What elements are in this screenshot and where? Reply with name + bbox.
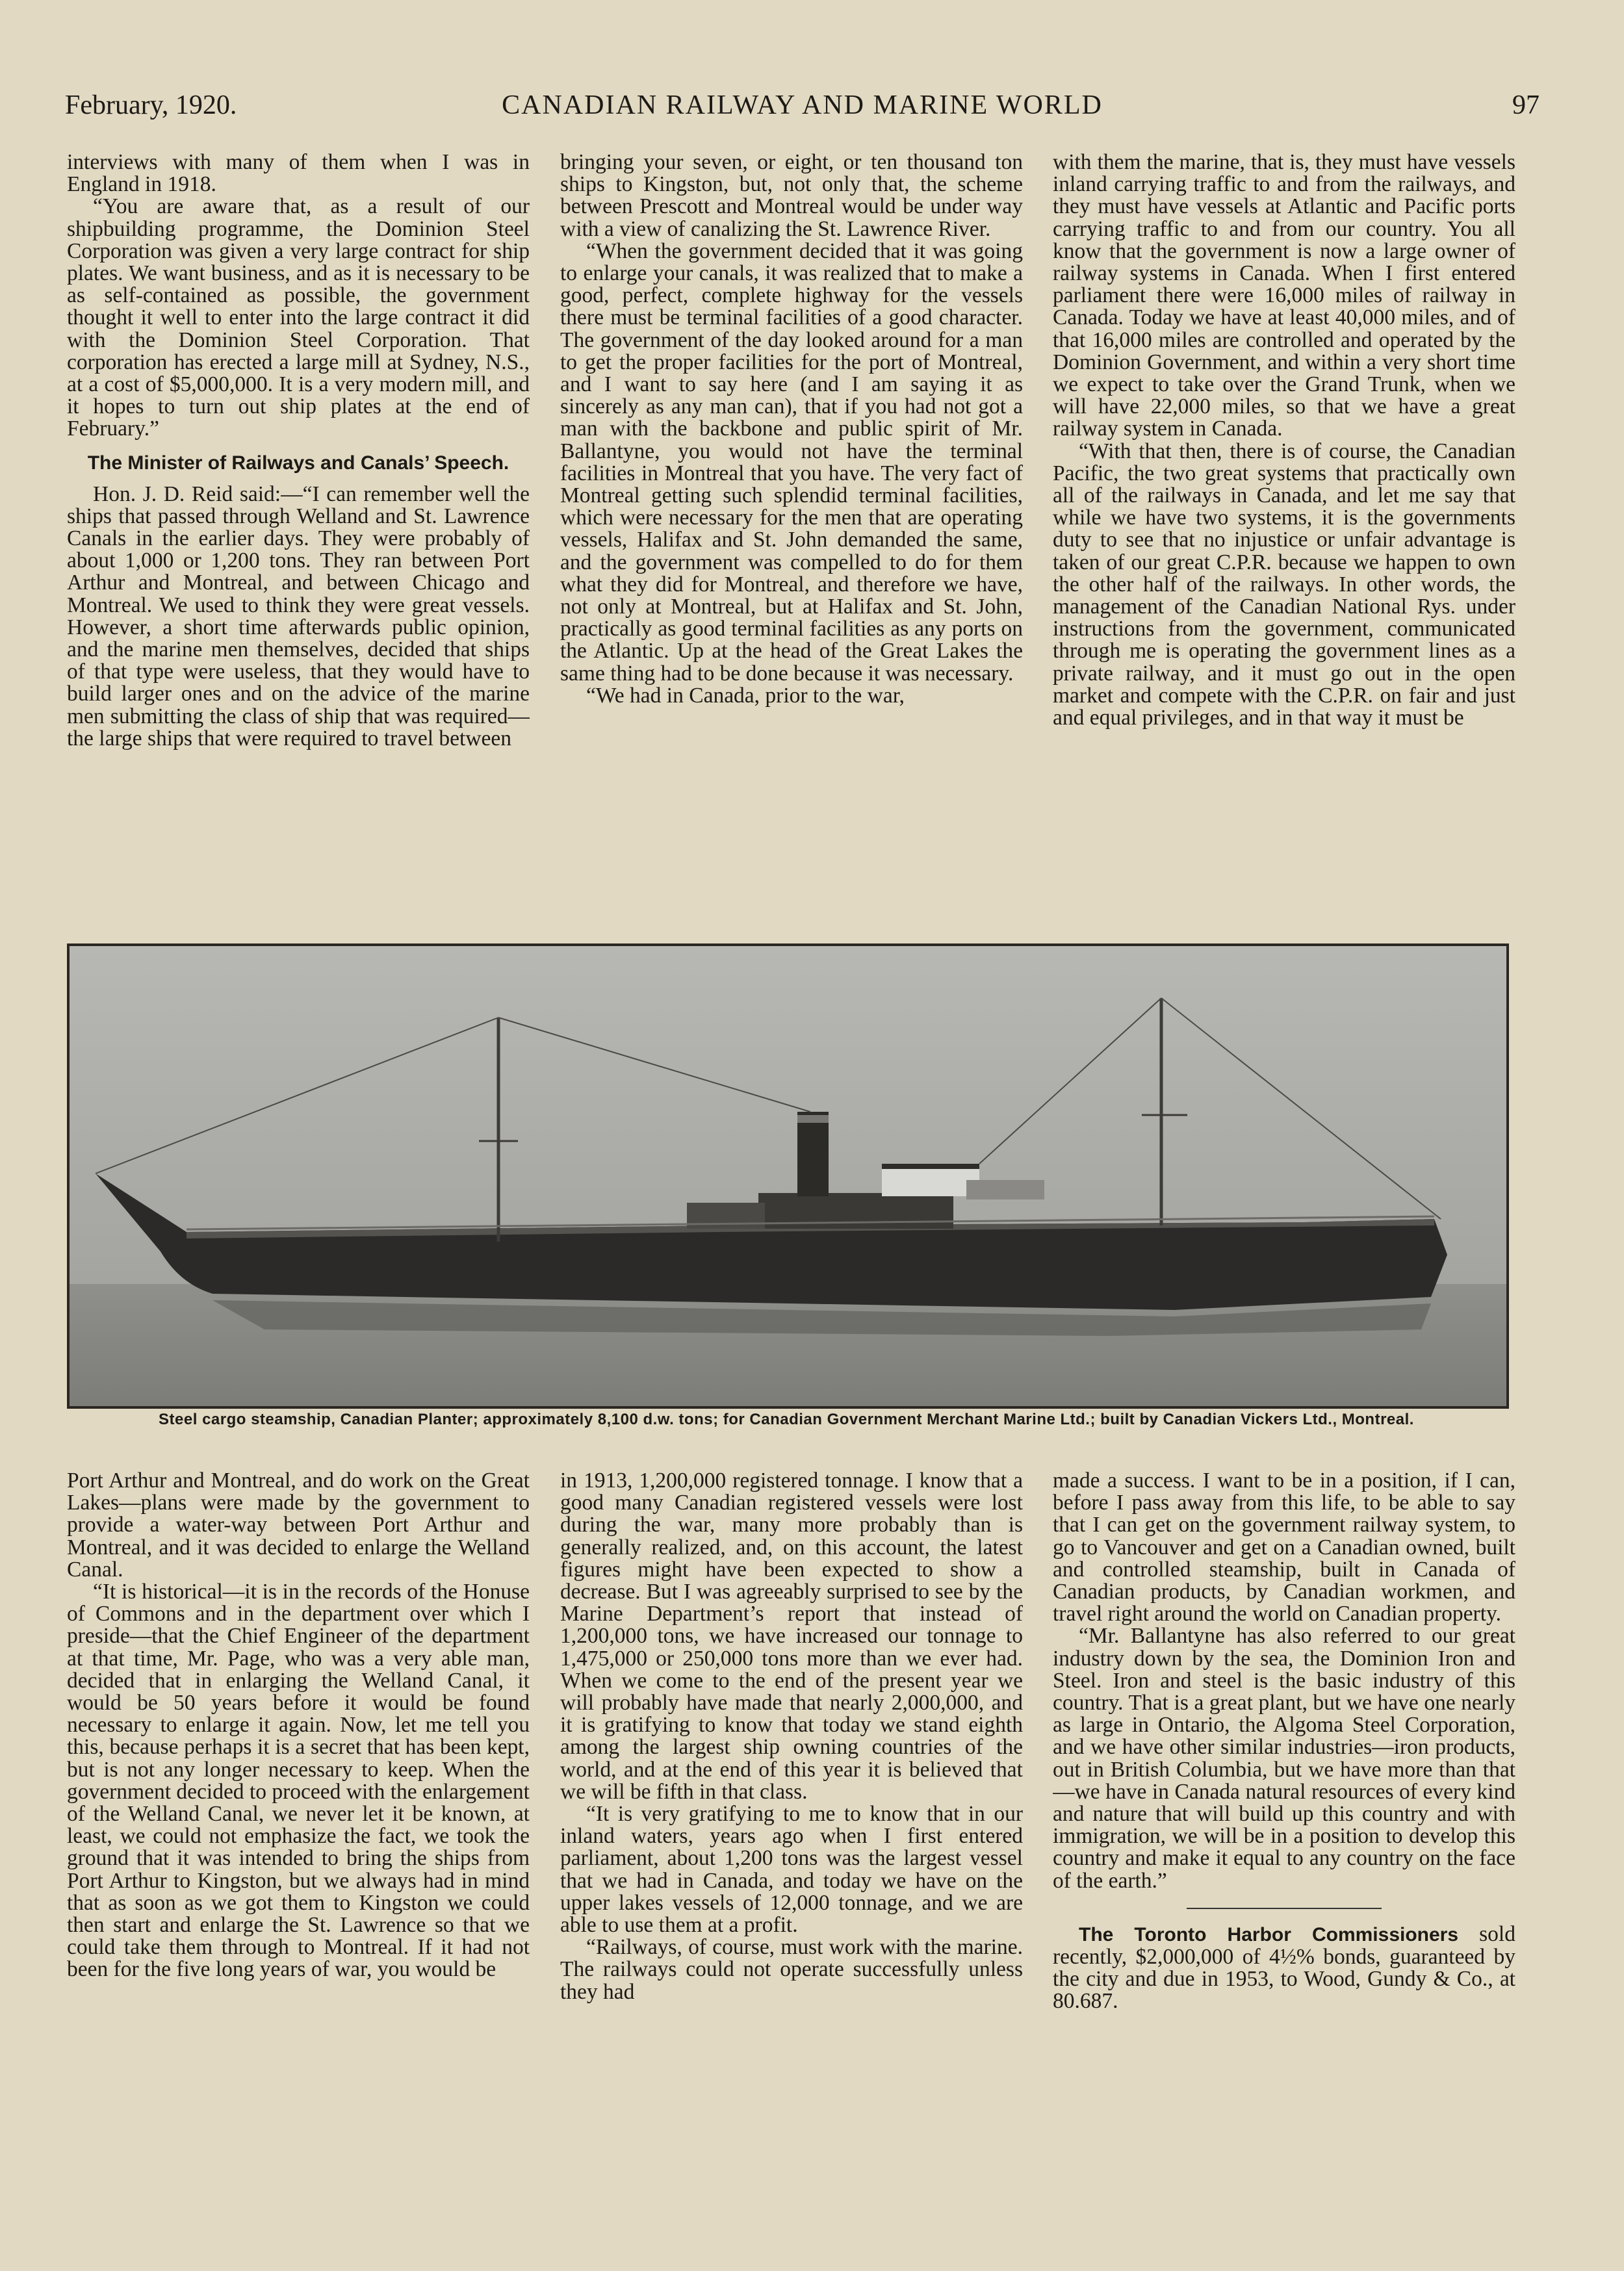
paragraph: “Mr. Ballantyne has also referred to our great industry down by the sea, the Dominion Iron and Steel. Iron and steel is the basic industry of this country. That is a great plant, but we have one nearly as large in Ontario, the Algoma Steel Corporation, and we have other similar industries—iron products, out in British Columbia, but we have more than that—we have in Canada natural resources of every kind and nature that will build up this country and with immigration, we will be in a position to develop this country and make it equal to any country on the face of the earth.” <box>1053 1624 1515 1893</box>
paragraph: “When the government decided that it was going to enlarge your canals, it was realized that to make a good, perfect, complete highway for the vessels there must be terminal facilities of a good character. The government of the day looked around for a man to get the proper facilities for the port of Montreal, and I want to say here (and I am saying it as sincerely as any man can), that if you had not got a man with the backbone and public spirit of Mr. Ballantyne, you would not have the terminal facilities in Montreal that you have. The very fact of Montreal getting such splendid terminal facilities, which were necessary for the men that are operating vessels, Halifax and St. John demanded the same, and the government was compelled to do for them what they did for Montreal, and therefore we have, not only at Montreal, but at Halifax and St. John, practically as good terminal facilities as any ports on the Atlantic. Up at the head of the Great Lakes the same thing had to be done because it was necessary. <box>560 238 1023 686</box>
paragraph: interviews with many of them when I was in England in 1918. <box>67 151 530 197</box>
column-2 <box>560 151 1023 928</box>
issue-date: February, 1920. <box>65 90 237 120</box>
paragraph: with them the marine, that is, they must have vessels inland carrying traffic to and from the railways, and they must have vessels at Atlantic and Pacific ports carrying traffic to and from our country. You all know that the government is now a large owner of railway systems in Canada. When I first entered parliament there were 16,000 miles of railway in Canada. Today we have at least 40,000 miles, and of that 16,000 miles are controlled and operated by the Dominion Government, and within a very short time we expect to take over the Grand Trunk, when we will have 22,000 miles, so that we have a great railway system in Canada. <box>1053 151 1515 441</box>
paragraph: “Railways, of course, must work with the marine. The railways could not operate successfully unless they had <box>560 1935 1023 2004</box>
news-notice <box>1053 1923 1515 2013</box>
paragraph: in 1913, 1,200,000 registered tonnage. I know that a good many Canadian registered vessels were lost during the war, many more probably than is generally realized, and, on this account, the latest figures might have been expected to show a decrease. But I was agreeably surprised to see by the Marine Department’s report that instead of 1,200,000 tons, we have increased our tonnage to 1,475,000 or 250,000 tons more than we ever had. When we come to the end of the present year we will probably have made that nearly 2,000,000, and it is gratifying to know that today we stand eighth among the largest ship owning countries of the world, and at the end of this year it is believed that we will be fifth in that class. <box>560 1470 1023 1804</box>
paragraph: “You are aware that, as a result of our shipbuilding programme, the Dominion Steel Corporation was given a very large contract for ship plates. We want business, and as it is necessary to be as self-contained as possible, the government thought it well to enter into the large contract it did with the Dominion Steel Corporation. That corporation has erected a large mill at Sydney, N.S., at a cost of $5,000,000. It is a very modern mill, and it hopes to turn out ship plates at the end of February.” <box>67 194 530 441</box>
publication-title: CANADIAN RAILWAY AND MARINE WORLD <box>502 90 1103 120</box>
column-1 <box>67 151 530 928</box>
paragraph: “With that then, there is of course, the Canadian Pacific, the two great systems that practically own all of the railways in Canada, and let me say that while we have two systems, it is the governments duty to see that no injustice or unfair advantage is taken of our great C.P.R. because we happen to own the other half of the railways. In other words, the management of the Canadian National Rys. under instructions from the government, communicated through me is operating the government lines as a private railway, and it must go out in the open market and compete with the C.P.R. on fair and just and equal privileges, and in that way it must be <box>1053 439 1515 730</box>
paragraph: Hon. J. D. Reid said:—“I can remember well the ships that passed through Welland and St. Lawrence Canals in the earlier days. They were probably of about 1,000 or 1,200 tons. They ran between Port Arthur and Montreal, and between Chicago and Montreal. We used to think they were great vessels. However, a short time afterwards public opinion, and the marine men themselves, decided that ships of that type were useless, that they would have to build larger ones and on the advice of the marine men submitting the class of ship that was required—the large ships that were required to travel between <box>67 481 530 751</box>
column-6 <box>1053 1470 1515 2217</box>
paragraph: Port Arthur and Montreal, and do work on the Great Lakes—plans were made by the government to provide a water-way between Port Arthur and Montreal, and it was decided to enlarge the Welland Canal. <box>67 1470 530 1582</box>
photo-caption: Steel cargo steamship, Canadian Planter; approximately 8,100 d.w. tons; for Canadian Government Merchant Marine Ltd.; built by Canadian Vickers Ltd., Montreal. <box>159 1411 1414 1428</box>
ship-photograph <box>67 943 1509 1409</box>
column-3 <box>1053 151 1515 928</box>
paragraph: “It is historical—it is in the records of the Honuse of Commons and in the department over which I preside—that the Chief Engineer of the department at that time, Mr. Page, who was a very able man, decided that in enlarging the Welland Canal, it would be 50 years before it would be found necessary to enlarge it again. Now, let me tell you this, because perhaps it is a secret that has been kept, but is not any longer necessary to keep. When the government decided to proceed with the enlargement of the Welland Canal, we never let it be known, at least, we could not emphasize the fact, we took the ground that it was intended to bring the ships from Port Arthur to Kingston, but we always had in mind that as soon as we got them to Kingston we could then start and enlarge the St. Lawrence so that we could take them through to Montreal. If it had not been for the five long years of war, you would be <box>67 1580 530 1982</box>
paragraph: made a success. I want to be in a position, if I can, before I pass away from this life, to be able to say that I can get on the government railway system, to go to Vancouver and get on a Canadian owned, built and controlled steamship, built in Canada of Canadian products, by Canadian workmen, and travel right around the world on Canadian property. <box>1053 1470 1515 1626</box>
page-header <box>65 90 1540 129</box>
column-4 <box>67 1470 530 2217</box>
notice-title: The Toronto Harbor Commissioners <box>1079 1923 1459 1945</box>
notice-body: sold recently, $2,000,000 of 4½% bonds, guaranteed by the city and due in 1953, to Wood, Gundy & Co., at 80.687. <box>1053 1921 1515 2014</box>
section-heading: The Minister of Railways and Canals’ Speech. <box>87 452 509 474</box>
column-5 <box>560 1470 1023 2217</box>
paragraph: bringing your seven, or eight, or ten thousand ton ships to Kingston, but, not only that, the scheme between Prescott and Montreal would be under way with a view of canalizing the St. Lawrence River. <box>560 151 1023 241</box>
paragraph: “It is very gratifying to me to know that in our inland waters, years ago when I first entered parliament, about 1,200 tons was the largest vessel that we had in Canada, and today we have on the upper lakes vessels of 12,000 tonnage, and we are able to use them at a profit. <box>560 1802 1023 1938</box>
divider-rule <box>1187 1908 1382 1909</box>
paragraph: “We had in Canada, prior to the war, <box>586 683 905 708</box>
page-number: 97 <box>1512 90 1540 120</box>
steamship-illustration <box>70 946 1506 1406</box>
